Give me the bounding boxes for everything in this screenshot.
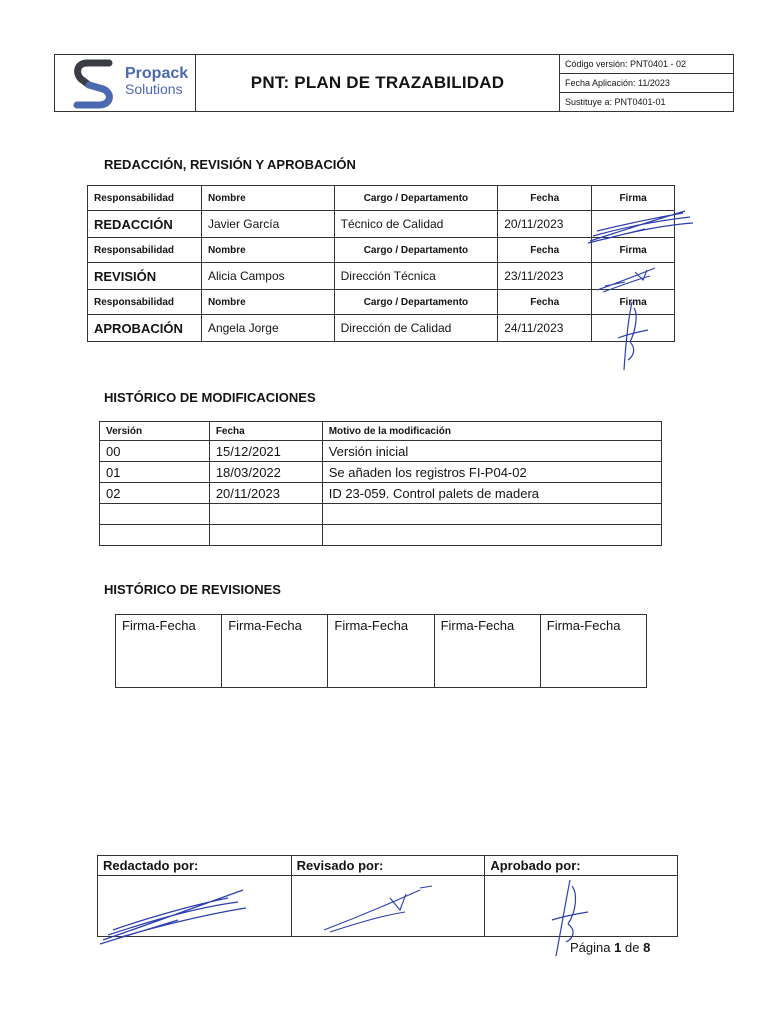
table-row [116,615,647,688]
page-current: 1 [614,940,622,955]
version-code: Código versión: PNT0401 - 02 [560,55,734,74]
column-header: Nombre [201,238,334,263]
column-header: Nombre [201,290,334,315]
date-cell: 20/11/2023 [498,211,592,238]
table-header-row [100,422,662,441]
name-cell: Javier García [201,211,334,238]
table-row [100,441,662,462]
table-row-empty [100,525,662,546]
column-header: Responsabilidad [88,238,202,263]
reason-cell: Se añaden los registros FI-P04-02 [322,462,661,483]
department-cell: Dirección de Calidad [334,315,498,342]
table-header-row [88,290,675,315]
revision-cell: Firma-Fecha [434,615,540,688]
page-of: de [624,940,640,955]
table-row-empty [100,504,662,525]
department-cell: Técnico de Calidad [334,211,498,238]
table-row [100,483,662,504]
reason-cell: Versión inicial [322,441,661,462]
revisado-label: Revisado por: [291,856,485,876]
document-title: PNT: PLAN DE TRAZABILIDAD [196,55,560,112]
modifications-table [99,421,662,546]
signature-angela-icon [614,300,654,375]
replaces-version: Sustituye a: PNT0401-01 [560,93,734,112]
logo-s-icon [69,59,125,109]
page-total: 8 [643,940,651,955]
name-cell: Angela Jorge [201,315,334,342]
column-header: Motivo de la modificación [322,422,661,441]
table-row [100,462,662,483]
approval-heading: REDACCIÓN, REVISIÓN Y APROBACIÓN [104,157,356,172]
date-cell: 24/11/2023 [498,315,592,342]
column-header: Nombre [201,186,334,211]
footer-labels-row [98,856,678,876]
table-row [88,263,675,290]
date-cell: 20/11/2023 [209,483,322,504]
page-number [570,940,650,955]
revision-cell: Firma-Fecha [328,615,434,688]
department-cell: Dirección Técnica [334,263,498,290]
table-row [88,315,675,342]
column-header: Fecha [498,290,592,315]
revision-cell: Firma-Fecha [116,615,222,688]
revisions-heading: HISTÓRICO DE REVISIONES [104,582,281,597]
application-date: Fecha Aplicación: 11/2023 [560,74,734,93]
column-header: Firma [592,186,675,211]
column-header: Responsabilidad [88,186,202,211]
role-cell: APROBACIÓN [88,315,202,342]
revision-cell: Firma-Fecha [222,615,328,688]
page-word: Página [570,940,611,955]
version-cell: 00 [100,441,210,462]
logo-text-solutions: Solutions [125,81,183,97]
signature-alicia-icon [595,262,665,297]
footer-signature-redactado-icon [98,880,248,950]
column-header: Responsabilidad [88,290,202,315]
date-cell: 15/12/2021 [209,441,322,462]
revision-cell: Firma-Fecha [540,615,646,688]
logo-cell [55,55,196,112]
aprobado-label: Aprobado por: [485,856,678,876]
date-cell: 18/03/2022 [209,462,322,483]
version-cell: 01 [100,462,210,483]
reason-cell: ID 23-059. Control palets de madera [322,483,661,504]
date-cell: 23/11/2023 [498,263,592,290]
column-header: Cargo / Departamento [334,290,498,315]
column-header: Fecha [498,186,592,211]
modifications-heading: HISTÓRICO DE MODIFICACIONES [104,390,316,405]
company-logo [55,55,195,111]
column-header: Versión [100,422,210,441]
column-header: Cargo / Departamento [334,238,498,263]
footer-signature-revisado-icon [320,882,435,937]
name-cell: Alicia Campos [201,263,334,290]
role-cell: REVISIÓN [88,263,202,290]
logo-text-propack: Propack [125,65,189,82]
column-header: Firma [592,290,675,315]
column-header: Fecha [209,422,322,441]
column-header: Firma [592,238,675,263]
document-header [54,54,734,112]
signature-javier-icon [585,203,695,248]
role-cell: REDACCIÓN [88,211,202,238]
version-cell: 02 [100,483,210,504]
redactado-label: Redactado por: [98,856,292,876]
revisions-table [115,614,647,688]
column-header: Fecha [498,238,592,263]
column-header: Cargo / Departamento [334,186,498,211]
